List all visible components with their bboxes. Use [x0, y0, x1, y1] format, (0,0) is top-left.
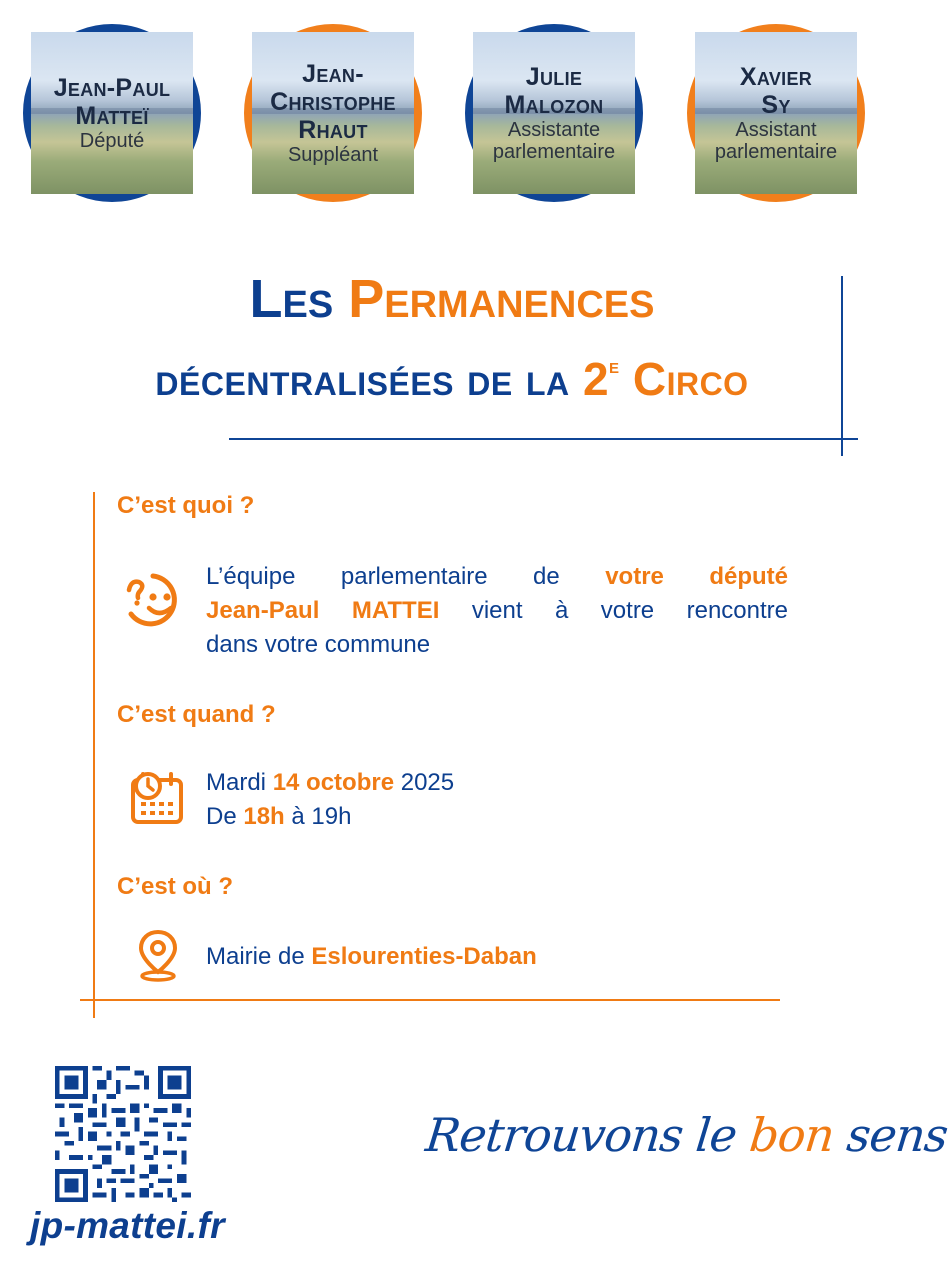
where-prefix: Mairie de: [206, 943, 305, 970]
content-frame-horizontal: [80, 999, 780, 1001]
title-line-1: [0, 268, 904, 330]
where-place: Eslourenties-Daban: [311, 943, 537, 970]
member-role: Assistant parlementaire: [714, 118, 838, 163]
location-pin-icon: [136, 928, 180, 987]
what-text-2: vient à votre rencontre: [471, 597, 788, 624]
slogan-part-sens: sens: [844, 1108, 950, 1162]
member-name: Julie Malozon: [504, 62, 604, 119]
when-date: 14 octobre: [272, 769, 395, 796]
when-day: Mardi: [206, 769, 267, 796]
member-name: Xavier Sy: [739, 62, 813, 119]
what-description: [206, 560, 788, 662]
slogan-signature: [423, 1108, 950, 1162]
heading-what: C’est quoi ?: [117, 492, 255, 519]
title-frame-vertical: [841, 276, 843, 456]
heading-when: C’est quand ?: [117, 701, 276, 728]
smile-icon: [123, 570, 183, 637]
team-member-xavier-sy: [687, 24, 865, 202]
slogan-part-bon: bon: [746, 1108, 837, 1162]
when-end-time: à 19h: [291, 803, 352, 830]
title-circo-number: 2e: [582, 353, 620, 405]
website-link[interactable]: jp-mattei.fr: [30, 1205, 225, 1246]
qr-code-icon[interactable]: [55, 1066, 191, 1202]
team-member-jean-christophe-rhaut: [244, 24, 422, 202]
member-role: Député: [79, 129, 145, 152]
calendar-clock-icon: [129, 766, 185, 831]
what-highlight-depute: votre député: [605, 563, 788, 590]
content-frame-vertical: [93, 492, 95, 1018]
title-word-les: Les: [249, 269, 334, 329]
when-start-time: 18h: [243, 803, 285, 830]
when-description: [206, 766, 454, 834]
slogan-part-1: Retrouvons le: [423, 1108, 739, 1162]
what-highlight-name: Jean-Paul MATTEI: [206, 597, 440, 624]
where-description: [206, 940, 537, 974]
member-name: Jean-Paul Matteï: [53, 73, 171, 130]
title-frame-horizontal: [229, 438, 858, 440]
title-superscript: e: [609, 353, 620, 378]
title-word-permanences: Permanences: [348, 269, 655, 329]
member-role: Assistante parlementaire: [492, 118, 616, 163]
team-member-julie-malozon: [465, 24, 643, 202]
what-text-3: dans votre commune: [206, 631, 431, 658]
title-word-circo: Circo: [632, 353, 749, 405]
heading-where: C’est où ?: [117, 873, 234, 900]
title-decentralisees: décentralisées de la: [155, 353, 570, 405]
team-member-jean-paul-mattei: [23, 24, 201, 202]
title-line-2: [0, 352, 904, 406]
member-name: Jean- Christophe Rhaut: [270, 59, 396, 144]
what-text-1: L’équipe parlementaire de: [206, 563, 560, 590]
member-role: Suppléant: [287, 143, 379, 166]
when-from: De: [206, 803, 237, 830]
when-year: 2025: [400, 769, 455, 796]
